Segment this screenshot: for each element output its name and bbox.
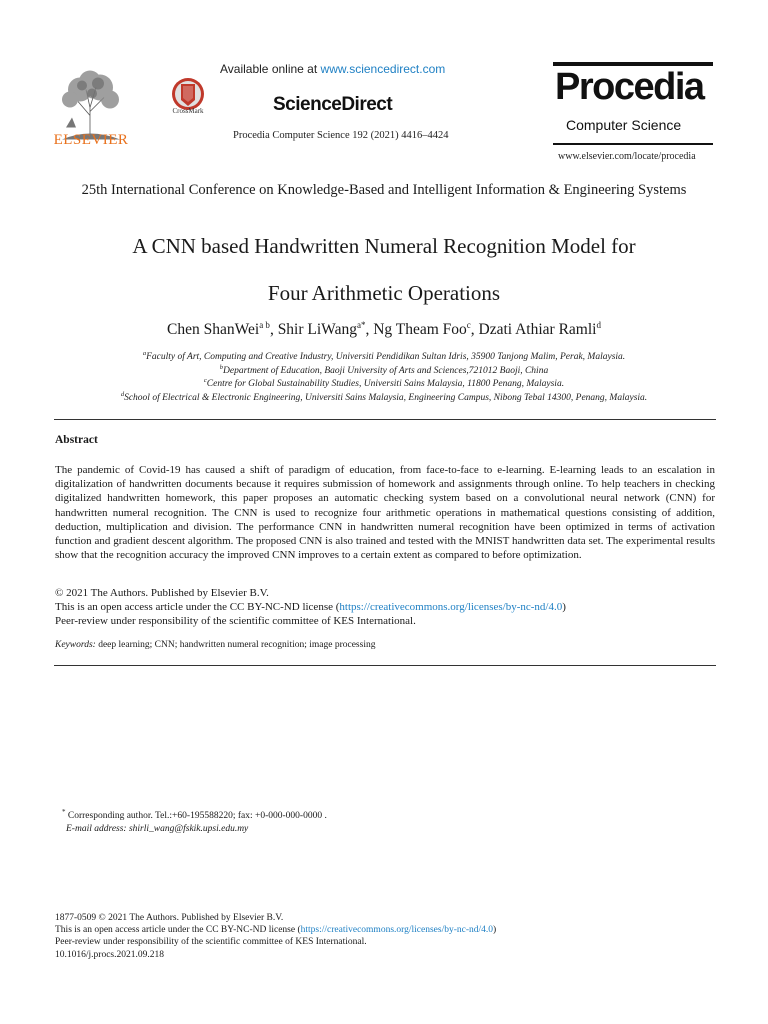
author-sep: , xyxy=(269,321,278,339)
masthead-rule xyxy=(553,143,713,145)
divider-bottom xyxy=(54,665,716,666)
license-link[interactable]: https://creativecommons.org/licenses/by-nc-nd/4.0 xyxy=(300,925,494,936)
paper-title-line-2: Four Arithmetic Operations xyxy=(267,281,501,305)
bottom-peer-review: Peer-review under responsibility of the scientific committee of KES International. xyxy=(55,937,367,948)
available-online xyxy=(220,62,520,76)
license-line xyxy=(55,601,566,613)
affil-sup: c xyxy=(203,377,207,384)
journal-citation: Procedia Computer Science 192 (2021) 4416–4424 xyxy=(233,130,449,141)
abstract-text: The pandemic of Covid-19 has caused a shift of paradigm of education, from face-to-face to e-learning. E-learning leads to an escalation in digitalization of handwritten documents because it requires submission of homework and assignments through online. To help teachers in checking digitalized handwritten homework, this paper proposes an automatic checking system based on a convolutional neural network (CNN) for handwritten numeral recognition. The CNN is used to recognize four arithmetic operations in mathematical questions consisting of addition, deduction, multiplication and division. The performance CNN in handwritten numeral recognition have been optimized in terms of activation function and gradient descent algorithm. The proposed CNN is also trained and tested with the MNIST handwritten data set. The experimental results show that the recognition accuracy the improved CNN improves to a certain extent as compared to before optimization. xyxy=(55,464,715,562)
license-link[interactable]: https://creativecommons.org/licenses/by-nc-nd/4.0 xyxy=(339,601,563,613)
crossmark-label: CrossMark xyxy=(172,107,204,115)
license-suffix: ) xyxy=(562,601,566,613)
affil-text: Centre for Global Sustainability Studies, Universiti Sains Malaysia, 11800 Penang, Malaysia. xyxy=(206,379,565,390)
author-name: Shir LiWang xyxy=(277,321,357,339)
abstract-heading: Abstract xyxy=(55,434,98,446)
author-affil-sup: d xyxy=(596,320,601,330)
affiliation-b xyxy=(48,364,720,376)
elsevier-wordmark: ELSEVIER xyxy=(53,132,129,148)
issn-line: 1877-0509 © 2021 The Authors. Published by Elsevier B.V. xyxy=(55,913,284,923)
procedia-subtitle: Computer Science xyxy=(566,117,682,133)
copyright-line: © 2021 The Authors. Published by Elsevier B.V. xyxy=(55,587,269,599)
corresponding-author: Corresponding author. Tel.:+60-195588220; fax: +0-000-000-0000 . xyxy=(65,811,327,822)
conference-name: 25th International Conference on Knowledge-Based and Intelligent Information & Engineering Systems xyxy=(81,182,687,198)
keywords-line xyxy=(55,640,375,650)
author-affil-sup: a* xyxy=(356,320,366,330)
keywords-list: deep learning; CNN; handwritten numeral recognition; image processing xyxy=(95,640,376,650)
keywords-label: Keywords: xyxy=(55,640,96,650)
sciencedirect-wordmark: ScienceDirect xyxy=(273,94,393,115)
author-affil-sup: c xyxy=(466,320,471,330)
journal-url-link[interactable]: www.elsevier.com/locate/procedia xyxy=(558,151,696,162)
procedia-title: Procedia xyxy=(555,66,704,108)
footnote-marker: * xyxy=(62,808,66,816)
license-prefix: This is an open access article under the CC BY-NC-ND license ( xyxy=(55,601,340,613)
author-sep: , xyxy=(470,321,479,339)
author-sep: , xyxy=(365,321,374,339)
affil-text: Department of Education, Baoji University of Arts and Sciences,721012 Baoji, China xyxy=(223,366,549,377)
affiliation-a xyxy=(48,350,720,362)
peer-review-line: Peer-review under responsibility of the scientific committee of KES International. xyxy=(55,615,416,627)
paper-title-line-1: A CNN based Handwritten Numeral Recognition Model for xyxy=(132,234,636,258)
divider-top xyxy=(54,419,716,420)
bottom-license-line xyxy=(55,924,496,936)
available-prefix: Available online at xyxy=(220,62,321,76)
author-affil-sup: a b xyxy=(259,320,270,330)
publication-meta xyxy=(55,912,496,961)
sciencedirect-link[interactable]: www.sciencedirect.com xyxy=(320,62,446,76)
affil-sup: a xyxy=(142,350,147,357)
affiliation-c xyxy=(48,377,720,389)
author-name: Chen ShanWei xyxy=(167,321,260,339)
affiliation-d xyxy=(48,391,720,403)
affil-sup: b xyxy=(219,364,224,371)
author-email: E-mail address: shirli_wang@fskik.upsi.edu.my xyxy=(66,824,249,835)
license-prefix: This is an open access article under the CC BY-NC-ND license ( xyxy=(55,925,301,936)
author-list xyxy=(48,320,720,339)
doi[interactable]: 10.1016/j.procs.2021.09.218 xyxy=(55,949,164,960)
author-name: Dzati Athiar Ramli xyxy=(478,321,597,339)
affil-text: Faculty of Art, Computing and Creative Industry, Universiti Pendidikan Sultan Idris, 35900 Tanjong Malim, Perak, Malaysia. xyxy=(146,352,626,363)
affil-sup: d xyxy=(120,391,125,398)
license-suffix: ) xyxy=(493,925,497,936)
corresponding-footnote xyxy=(62,806,327,836)
author-name: Ng Theam Foo xyxy=(373,321,467,339)
affil-text: School of Electrical & Electronic Engineering, Universiti Sains Malaysia, Engineering Campus, Nibong Tebal 14300, Penang, Malaysia. xyxy=(124,393,648,404)
